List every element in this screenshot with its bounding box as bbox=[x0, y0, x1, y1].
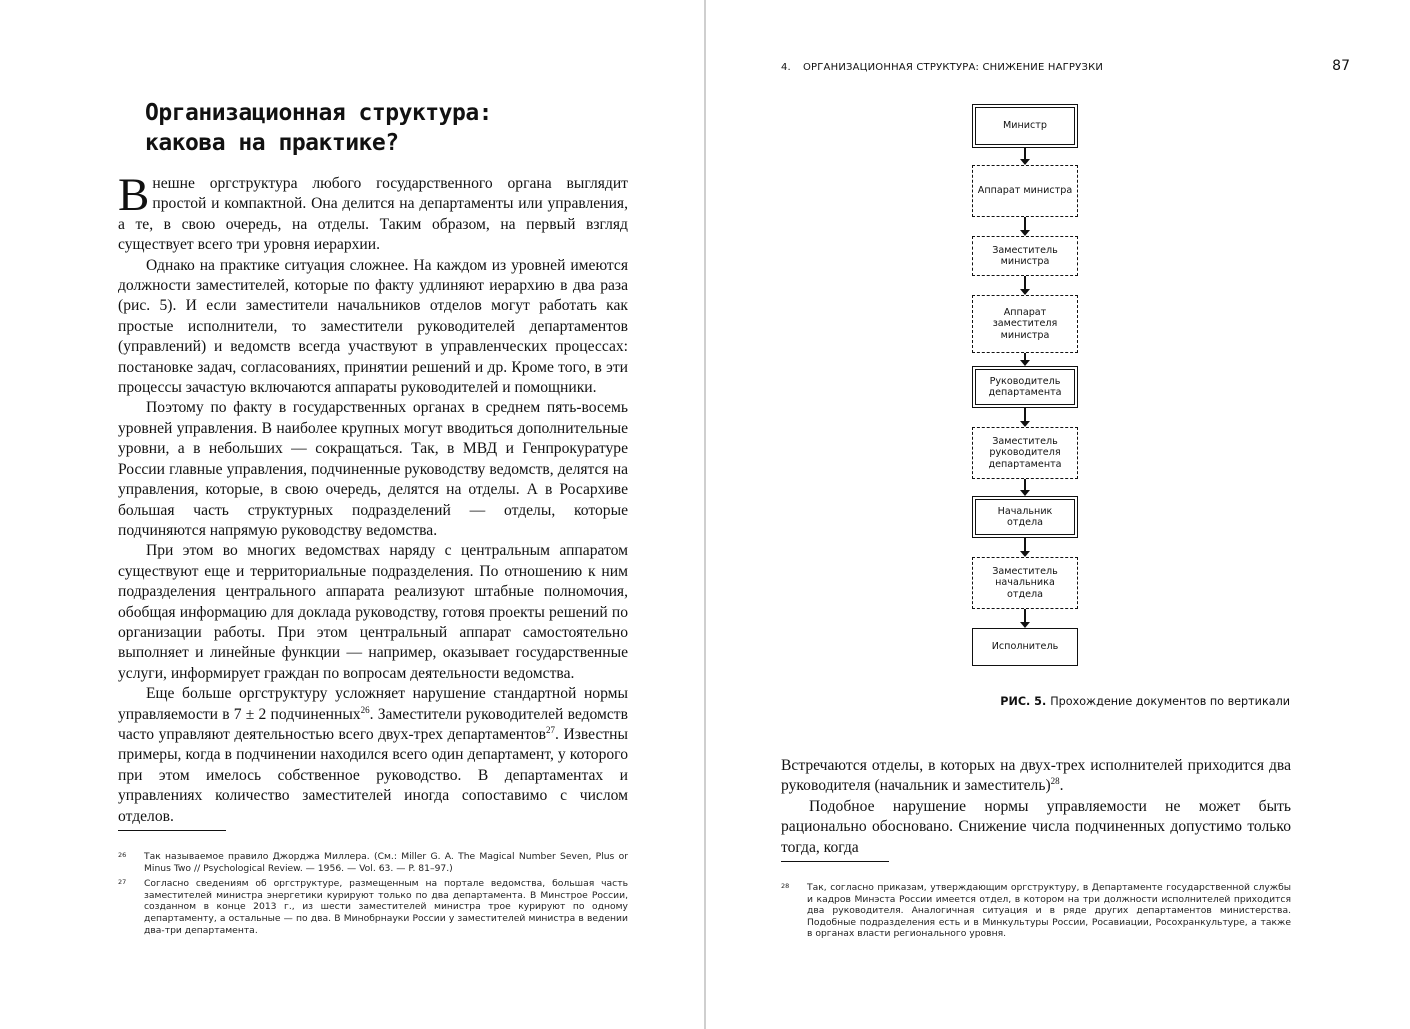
footnote-text: Так, согласно приказам, утверждающим оргструктуру, в Департаменте государственной службы и кадров Минэста России имеется отдел, в котором на три должности исполнителей приходится два руководителя. Аналогичная ситуация и в ряде других департаментов министерства. Подобные подразделения есть и в Минкультуры России, Росавиации, Росохранкультуре, а также в органах власти регионального уровня. bbox=[807, 882, 1291, 940]
figure-label: РИС. 5. bbox=[1000, 695, 1047, 708]
diagram-box-executor: Исполнитель bbox=[972, 628, 1078, 666]
figure-caption-text: Прохождение документов по вертикали bbox=[1050, 695, 1290, 708]
footnote-number: 28 bbox=[781, 882, 790, 890]
diagram-arrow bbox=[1024, 276, 1026, 290]
paragraph: Подобное нарушение нормы управляемости не может быть рационально обосновано. Снижение числа подчиненных допустимо только тогда, когда bbox=[781, 797, 1291, 856]
diagram-arrow bbox=[1024, 609, 1026, 623]
footnote-text: Так называемое правило Джорджа Миллера. (См.: Miller G. A. The Magical Number Seven, Plus or Minus Two // Psychological Review. — 1956. — Vol. 63. — P. 81–97.) bbox=[144, 851, 628, 874]
chapter-number: 4. bbox=[781, 62, 791, 73]
paragraph: Однако на практике ситуация сложнее. На каждом из уровней имеются должности заместителей, которые по факту удлиняют иерархию в два раза (рис. 5). И если заместители начальников отделов могут работать как простые исполнители, то заместители руководителей департаментов (управлений) и ведомств всегда участвуют в управленческих процессах: постановке задач, согласованиях, принятии решений и др. Кроме того, в эти процессы зачастую включаются аппараты руководителей и помощники. bbox=[118, 256, 628, 397]
footnote-number: 26 bbox=[118, 851, 127, 859]
left-body-text bbox=[118, 169, 629, 827]
paragraph: При этом во многих ведомствах наряду с центральным аппаратом существуют еще и территориальные подразделения. По отношению к ним подразделения центрального аппарата реализуют штабные полномочия, обобщая информацию для доклада руководству, готовя проекты решений по организации работы. При этом центральный аппарат самостоятельно выполняет и линейные функции — например, оказывает государственные услуги, информирует граждан по вопросам деятельности ведомства. bbox=[118, 542, 628, 682]
diagram-box-minister-office: Аппарат министра bbox=[972, 165, 1078, 217]
chapter-title: ОРГАНИЗАЦИОННАЯ СТРУКТУРА: СНИЖЕНИЕ НАГРУЗКИ bbox=[802, 62, 1104, 73]
diagram-box-deputy-minister: Заместитель министра bbox=[972, 236, 1078, 276]
footnote-divider bbox=[781, 861, 889, 862]
diagram-arrow bbox=[1024, 538, 1026, 552]
footnote bbox=[118, 851, 628, 874]
diagram-arrow bbox=[1024, 408, 1026, 422]
footnotes bbox=[781, 882, 1291, 944]
diagram-arrow bbox=[1024, 353, 1026, 361]
footnote-ref[interactable]: 26 bbox=[360, 704, 370, 715]
diagram-box-department-head: Руководитель департамента bbox=[972, 366, 1078, 408]
footnote-divider bbox=[118, 830, 226, 831]
diagram-box-unit-head: Начальник отдела bbox=[972, 496, 1078, 538]
footnote-number: 27 bbox=[118, 878, 127, 887]
diagram-box-deputy-office: Аппарат заместителя министра bbox=[972, 295, 1078, 353]
diagram-arrow bbox=[1024, 217, 1026, 231]
footnote bbox=[781, 882, 1291, 940]
diagram-box-deputy-unit-head: Заместитель начальника отдела bbox=[972, 557, 1078, 609]
section-title: Организационная структура: какова на практике? bbox=[145, 100, 493, 156]
running-head bbox=[781, 62, 1103, 73]
right-body-text bbox=[781, 756, 1291, 858]
footnote bbox=[118, 878, 628, 936]
diagram-box-deputy-department-head: Заместитель руководителя департамента bbox=[972, 427, 1078, 479]
footnotes bbox=[118, 851, 628, 940]
hierarchy-diagram bbox=[960, 100, 1090, 670]
page-number: 87 bbox=[1332, 58, 1350, 74]
left-page bbox=[0, 0, 704, 1029]
drop-cap: В bbox=[118, 169, 150, 221]
footnote-text: Согласно сведениям об оргструктуре, размещенным на портале ведомства, большая часть заместителей министра энергетики курируют только по два департамента. В Минстрое России, созданном в конце 2013 г., из шести заместителей министра трое курируют по одному департаменту, а остальные — по два. В Минобрнауки России у заместителей министра в ведении два-три департамента. bbox=[144, 878, 628, 936]
footnote-ref[interactable]: 28 bbox=[1050, 776, 1060, 787]
paragraph: Встречаются отделы, в которых на двух-трех исполнителей приходится два руководителя (начальник и заместитель)$^{28}$. bbox=[781, 757, 1291, 795]
diagram-arrow bbox=[1024, 148, 1026, 160]
paragraph: Еще больше оргструктуру усложняет нарушение стандартной нормы управляемости в 7 ± 2 подчиненных$^{26}$. Заместители руководителей ведомств часто управляют деятельностью всего двух-трех департаментов$^{27}$. Известны примеры, когда в подчинении находился всего один департамент, у которого при этом имелось собственное руководство. В департаментах и управлениях количество заместителей иногда сопоставимо с числом отделов. bbox=[118, 685, 629, 825]
paragraph: Поэтому по факту в государственных органах в среднем пять-восемь уровней управления. В наиболее крупных могут вводиться дополнительные уровни, а в небольших — сокращаться. Так, в МВД и Генпрокуратуре России главные управления, подчиненные руководству ведомств, делятся на управления, которые, в свою очередь, делятся на отделы. А в Росархиве большая часть структурных подразделений — отделы, которые подчиняются напрямую руководству ведомства. bbox=[118, 399, 628, 539]
diagram-arrow bbox=[1024, 479, 1026, 491]
paragraph: Внешне оргструктура любого государственного органа выглядит простой и компактной. Она делится на департаменты или управления, а те, в свою очередь, на отделы. Таким образом, на первый взгляд существует всего три уровня иерархии. bbox=[118, 169, 628, 254]
footnote-ref[interactable]: 27 bbox=[546, 724, 556, 735]
diagram-box-minister: Министр bbox=[972, 104, 1078, 148]
figure-caption bbox=[860, 695, 1290, 708]
